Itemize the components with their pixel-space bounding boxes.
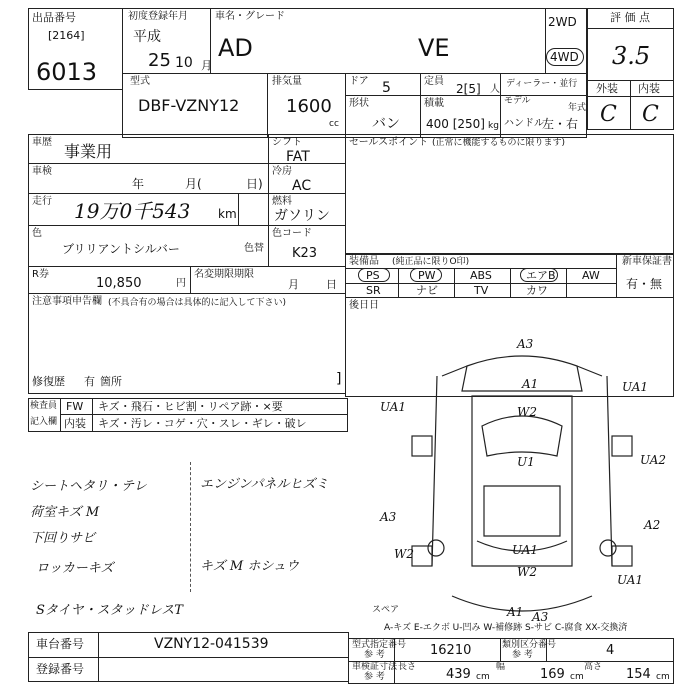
sales-label: セールスポイント xyxy=(349,137,429,148)
category-value: 4 xyxy=(606,643,615,658)
auth-label: 名変期限期限 xyxy=(194,269,254,280)
equipment-note: (純正品に限りO印) xyxy=(392,257,470,267)
sales-note: (正常に機能するものに限ります) xyxy=(432,138,566,148)
equip-abs: ABS xyxy=(470,269,492,282)
notes-sub: (不具合有の場合は具体的に記入して下さい) xyxy=(108,298,287,308)
repair-suffix: 箇所 xyxy=(100,375,122,388)
grade-int: C xyxy=(642,102,659,127)
inspector-label1: 検査員 xyxy=(30,401,58,411)
inspection-month: 月( xyxy=(185,177,202,191)
drive-4wd: 4WD xyxy=(550,50,579,64)
notes-label: 注意事項申告欄 xyxy=(32,296,102,307)
mark-a1-bottom: A1 xyxy=(507,605,524,619)
displacement-unit: cc xyxy=(329,119,339,129)
mark-ua1-right: UA1 xyxy=(622,380,649,394)
ac-label: 冷房 xyxy=(272,166,292,177)
height-value: 154 xyxy=(626,667,651,682)
equip-ps: PS xyxy=(366,269,380,282)
style-value: バン xyxy=(372,116,400,132)
mileage-value: 19万0千543 xyxy=(74,199,191,223)
inspection-year: 年 xyxy=(132,177,145,191)
inspector-row2-head: 内装 xyxy=(64,417,86,430)
equip-navi: ナビ xyxy=(416,284,438,297)
hand-left-2: 荷室キズ M xyxy=(30,505,100,520)
mark-front-top: A3 xyxy=(517,337,534,351)
chassis-label: 車台番号 xyxy=(36,637,85,651)
grade-int-label: 内装 xyxy=(638,82,660,95)
grade-label: 評 価 点 xyxy=(610,11,650,24)
shift-label: シフト xyxy=(272,137,302,148)
auth-day: 日 xyxy=(326,278,337,291)
style-label: 形状 xyxy=(349,98,369,109)
damage-legend: A-キズ E-エクボ U-凹み W-補修跡 S-サビ C-腐食 XX-交換済 xyxy=(384,623,628,633)
warranty-value: 有・無 xyxy=(626,277,663,291)
mark-ua1-center: UA1 xyxy=(512,543,539,557)
first-reg-era: 平成 xyxy=(133,29,161,45)
category-label: 類別区分番号 xyxy=(502,640,557,650)
capacity-value: 2[5] xyxy=(456,82,481,96)
handle-label: ハンドル xyxy=(504,118,544,129)
mileage-label: 走行 xyxy=(32,196,52,207)
handle-value: 左・右 xyxy=(542,117,579,131)
color-value: ブリリアントシルバー xyxy=(62,242,180,256)
mark-w2-bottom: W2 xyxy=(517,565,537,579)
hand-right-2: キズ M ホシュウ xyxy=(200,559,300,574)
width-unit: cm xyxy=(570,672,584,682)
designation-label: 型式指定番号 xyxy=(352,640,407,650)
doors-label: ドア xyxy=(349,76,369,87)
height-unit: cm xyxy=(656,672,670,682)
dims-sub: 参 考 xyxy=(364,672,385,682)
hand-left-4: ロッカーキズ xyxy=(36,561,114,576)
inspection-label: 車検 xyxy=(32,166,52,177)
hand-right-1: エンジンパネルヒズミ xyxy=(200,477,329,492)
car-name-label: 車名・グレード xyxy=(215,11,285,22)
repair-value: 有 xyxy=(84,375,95,388)
inspector-row1: キズ・飛石・ヒビ割・リペア跡・×要 xyxy=(98,400,283,413)
equip-airbag: エアB xyxy=(526,269,556,282)
equipment-label: 装備品 xyxy=(349,256,379,267)
inspector-row2: キズ・汚レ・コゲ・穴・スレ・ギレ・破レ xyxy=(98,417,307,430)
equip-pw: PW xyxy=(418,269,436,282)
mark-ua1-left: UA1 xyxy=(380,400,407,414)
car-grade: VE xyxy=(418,34,450,62)
hand-left-3: 下回りサビ xyxy=(30,531,96,546)
rear-label: 後日日 xyxy=(349,300,379,311)
recycle-label: R券 xyxy=(32,269,49,280)
dealer-label: ディーラー・並行 xyxy=(506,79,578,89)
mark-w2-top: W2 xyxy=(517,405,537,419)
mileage-unit: km xyxy=(218,207,237,221)
registration-label: 登録番号 xyxy=(36,662,85,676)
displacement-value: 1600 xyxy=(286,96,332,117)
displacement-label: 排気量 xyxy=(272,76,302,87)
first-reg-year: 25 xyxy=(148,50,171,71)
ac-value: AC xyxy=(292,178,312,194)
car-name: AD xyxy=(218,34,253,62)
category-sub: 参 考 xyxy=(512,650,533,660)
dims-label: 車検証寸法 xyxy=(352,662,398,672)
hand-left-1: シートヘタリ・テレ xyxy=(30,479,147,494)
length-value: 439 xyxy=(446,667,471,682)
load-value: 400 [250] xyxy=(426,117,485,131)
mark-w2-left: W2 xyxy=(394,547,414,561)
color-code-label: 色コード xyxy=(272,228,312,239)
auth-month: 月 xyxy=(288,278,299,291)
chassis-value: VZNY12-041539 xyxy=(154,636,269,652)
mark-u1: U1 xyxy=(517,455,535,469)
lot-number: 6013 xyxy=(36,58,98,86)
doors-value: 5 xyxy=(382,80,391,96)
lot-label: 出品番号 xyxy=(32,11,76,24)
first-reg-label: 初度登録年月 xyxy=(128,11,188,22)
shift-value: FAT xyxy=(286,149,310,165)
equip-leather: カワ xyxy=(526,284,548,297)
equip-aw: AW xyxy=(582,269,600,282)
load-label: 積載 xyxy=(424,98,444,109)
handle-model-label: モデル xyxy=(504,96,531,106)
drive-2wd: 2WD xyxy=(548,15,577,29)
equip-sr: SR xyxy=(366,284,381,297)
capacity-label: 定員 xyxy=(424,76,444,87)
mark-ua1-bottom: UA1 xyxy=(617,573,644,587)
hand-bottom: Sタイヤ・スタッドレスT xyxy=(36,603,183,618)
sales-box xyxy=(345,134,674,254)
repair-close-bracket: ] xyxy=(336,371,342,387)
car-damage-diagram xyxy=(372,336,672,626)
recycle-value: 10,850 xyxy=(96,276,142,291)
capacity-unit: 人 xyxy=(490,84,500,95)
repaint-label: 色替 xyxy=(244,243,264,254)
fuel-value: ガソリン xyxy=(274,208,330,224)
equip-tv: TV xyxy=(474,284,489,297)
repair-label: 修復歴 xyxy=(32,375,65,388)
mark-a3-left: A3 xyxy=(380,510,397,524)
first-reg-month: 10 xyxy=(175,55,193,71)
length-unit: cm xyxy=(476,672,490,682)
grade-score: 3.5 xyxy=(612,42,651,70)
width-value: 169 xyxy=(540,667,565,682)
spare-label: スペア xyxy=(372,605,400,615)
width-label: 幅 xyxy=(496,662,506,672)
mark-ua2: UA2 xyxy=(640,453,667,467)
grade-ext-label: 外装 xyxy=(596,82,618,95)
color-code: K23 xyxy=(292,246,318,261)
length-label: 長さ xyxy=(398,662,417,672)
designation-value: 16210 xyxy=(430,643,472,658)
inspector-row1-head: FW xyxy=(66,400,84,413)
warranty-label: 新車保証書 xyxy=(622,256,672,267)
fuel-label: 燃料 xyxy=(272,196,292,207)
handle-year-label: 年式 xyxy=(568,103,587,113)
inspection-day: 日) xyxy=(246,177,263,191)
recycle-unit: 円 xyxy=(176,278,186,289)
designation-sub: 参 考 xyxy=(364,650,385,660)
mark-a2: A2 xyxy=(644,518,661,532)
height-label: 高さ xyxy=(584,662,603,672)
model-label: 型式 xyxy=(130,76,150,87)
lot-code: [2164] xyxy=(48,29,85,42)
info-box xyxy=(28,134,346,394)
model-value: DBF-VZNY12 xyxy=(138,96,240,115)
mark-a1-top: A1 xyxy=(522,377,539,391)
first-reg-month-unit: 月 xyxy=(201,59,212,72)
mark-a3-bottom: A3 xyxy=(532,610,549,624)
history-label: 車歴 xyxy=(32,137,52,148)
color-label: 色 xyxy=(32,228,42,239)
inspector-label2: 記入欄 xyxy=(30,417,58,427)
history-value: 事業用 xyxy=(64,142,113,161)
load-unit: kg xyxy=(488,121,499,131)
grade-ext: C xyxy=(600,102,617,127)
